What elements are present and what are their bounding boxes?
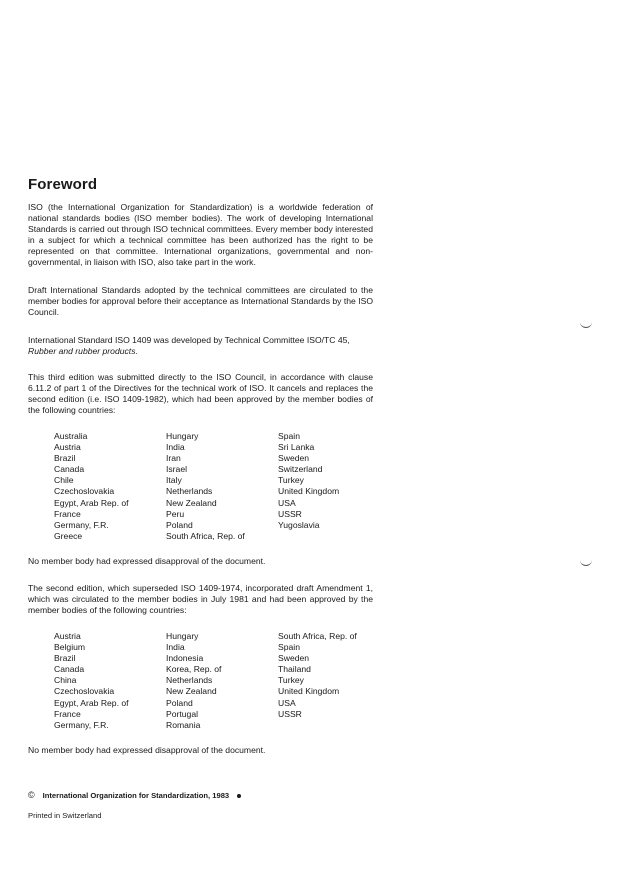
country-name: Hungary xyxy=(166,431,199,441)
country-name: Portugal xyxy=(166,708,199,719)
country-name: Korea, Rep. of xyxy=(166,664,222,675)
country-name: Hungary xyxy=(166,631,199,641)
copyright-symbol: © xyxy=(28,790,35,800)
country-name: USSR xyxy=(278,708,302,719)
copyright-text: International Organization for Standardization, 1983 xyxy=(42,791,230,800)
committee-title: Rubber and rubber products. xyxy=(28,346,138,357)
country-name: Switzerland xyxy=(278,464,323,475)
country-name: Greece xyxy=(54,530,83,541)
country-name: New Zealand xyxy=(166,686,217,697)
country-name: USA xyxy=(278,497,296,508)
country-name: Netherlands xyxy=(166,486,213,497)
country-name: France xyxy=(54,708,81,719)
country-column xyxy=(54,431,166,541)
country-column xyxy=(166,431,278,541)
margin-mark-icon xyxy=(580,321,592,328)
country-name: Austria xyxy=(54,442,81,453)
country-list-third-edition xyxy=(54,431,374,541)
country-name: United Kingdom xyxy=(278,686,340,697)
country-name: Thailand xyxy=(278,664,311,675)
country-name: Iran xyxy=(166,453,181,464)
margin-mark-icon xyxy=(580,559,592,566)
country-column xyxy=(278,631,374,719)
country-name: United Kingdom xyxy=(278,486,340,497)
country-name: Poland xyxy=(166,697,193,708)
country-name: Germany, F.R. xyxy=(54,719,109,730)
country-name: USA xyxy=(278,697,296,708)
paragraph-third-edition: This third edition was submitted directly to the ISO Council, in accordance with clause 6.11.2 of part 1 of the Directives for the technical work of ISO. It cancels and replaces the second edition (i.e. ISO 1409-1982), which had been approved by the member bodies of the following countries: xyxy=(28,372,373,416)
country-name: Israel xyxy=(166,464,188,475)
country-name: Spain xyxy=(278,642,300,653)
country-column xyxy=(278,431,374,530)
country-name: Canada xyxy=(54,664,85,675)
paragraph-iso-intro: ISO (the International Organization for Standardization) is a worldwide federation of national standards bodies (ISO member bodies). The work of developing International Standards is carried out through ISO technical committees. Every member body interested in a subject for which a technical committee has been authorized has the right to be represented on that committee. International organizations, governmental and non-governmental, in liaison with ISO, also take part in the work. xyxy=(28,202,373,268)
country-name: Spain xyxy=(278,431,300,441)
country-name: India xyxy=(166,442,185,453)
country-name: Peru xyxy=(166,508,185,519)
country-name: Indonesia xyxy=(166,653,204,664)
country-name: Egypt, Arab Rep. of xyxy=(54,497,129,508)
country-name: Poland xyxy=(166,519,193,530)
country-name: Chile xyxy=(54,475,74,486)
development-lead-text: International Standard ISO 1409 was developed by Technical Committee ISO/TC 45, xyxy=(28,335,350,345)
country-name: Belgium xyxy=(54,642,86,653)
country-name: Brazil xyxy=(54,653,76,664)
paragraph-no-disapproval: No member body had expressed disapproval of the document. xyxy=(28,745,266,755)
bullet-dot-icon xyxy=(237,794,241,798)
country-name: China xyxy=(54,675,77,686)
country-name: Brazil xyxy=(54,453,76,464)
country-column xyxy=(54,631,166,730)
country-name: Turkey xyxy=(278,675,304,686)
country-name: Egypt, Arab Rep. of xyxy=(54,697,129,708)
printed-in-note: Printed in Switzerland xyxy=(28,811,102,820)
country-name: Romania xyxy=(166,719,201,730)
paragraph-no-disapproval: No member body had expressed disapproval of the document. xyxy=(28,556,266,566)
country-list-second-edition xyxy=(54,631,374,730)
country-name: Sri Lanka xyxy=(278,442,315,453)
country-name: Czechoslovakia xyxy=(54,686,115,697)
country-name: Italy xyxy=(166,475,182,486)
country-name: Canada xyxy=(54,464,85,475)
country-name: Sweden xyxy=(278,653,310,664)
country-name: Turkey xyxy=(278,475,304,486)
country-name: Australia xyxy=(54,431,88,441)
country-name: Czechoslovakia xyxy=(54,486,115,497)
page-title: Foreword xyxy=(28,176,98,193)
country-name: Netherlands xyxy=(166,675,213,686)
country-name: New Zealand xyxy=(166,497,217,508)
country-name: South Africa, Rep. of xyxy=(278,631,357,641)
country-name: Sweden xyxy=(278,453,310,464)
paragraph-second-edition: The second edition, which superseded ISO 1409-1974, incorporated draft Amendment 1, which was circulated to the member bodies in July 1981 and had been approved by the member bodies of the following countries: xyxy=(28,583,373,616)
country-column xyxy=(166,631,278,730)
country-name: Austria xyxy=(54,631,81,641)
country-name: France xyxy=(54,508,81,519)
country-name: South Africa, Rep. of xyxy=(166,530,245,541)
copyright-line xyxy=(28,790,241,801)
paragraph-development xyxy=(28,335,373,357)
country-name: USSR xyxy=(278,508,302,519)
paragraph-draft-standards: Draft International Standards adopted by the technical committees are circulated to the member bodies for approval before their acceptance as International Standards by the ISO Council. xyxy=(28,285,373,318)
country-name: India xyxy=(166,642,185,653)
country-name: Germany, F.R. xyxy=(54,519,109,530)
country-name: Yugoslavia xyxy=(278,519,320,530)
